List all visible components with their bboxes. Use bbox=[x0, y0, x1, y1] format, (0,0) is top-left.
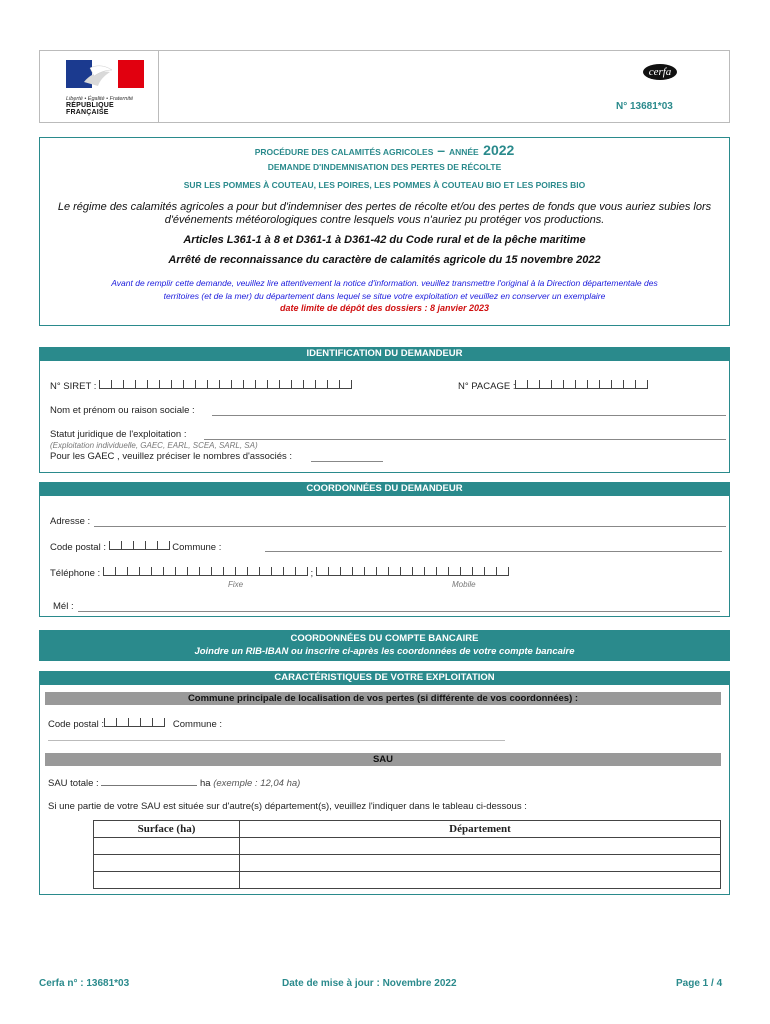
footer-page: Page 1 / 4 bbox=[676, 978, 723, 989]
bank-subheading: Joindre un RIB-IBAN ou inscrire ci-après les coordonnées de votre compte bancaire bbox=[194, 646, 575, 657]
mobile-label: Mobile bbox=[452, 580, 476, 589]
subtitle-products-c: , LES POMMES À COUTEAU BIO ET LES POIRES BIO bbox=[369, 180, 586, 190]
intro-line-1: Le régime des calamités agricoles a pour but d'indemniser des pertes de récolte et/ou des pertes de fonds que vous auriez subies lors bbox=[57, 201, 712, 213]
siret-cells[interactable] bbox=[99, 380, 352, 392]
sau-unit: ha bbox=[199, 778, 211, 789]
fixe-label: Fixe bbox=[228, 580, 244, 589]
departement-cell[interactable] bbox=[240, 838, 721, 855]
form-title bbox=[39, 142, 730, 160]
footer-update-date: Date de mise à jour : Novembre 2022 bbox=[282, 978, 457, 989]
commune-input[interactable] bbox=[265, 551, 722, 552]
articles-line: Articles L361-1 à 8 et D361-1 à D361-42 du Code rural et de la pêche maritime bbox=[183, 234, 586, 246]
surface-cell[interactable] bbox=[94, 855, 240, 872]
siret-label: N° SIRET : bbox=[50, 381, 97, 392]
departement-cell[interactable] bbox=[240, 855, 721, 872]
subtitle-products-a: SUR LES POMMES À COUTEAU bbox=[183, 180, 314, 190]
arrete-line: Arrêté de reconnaissance du caractère de calamités agricole du 15 novembre 2022 bbox=[168, 254, 601, 266]
coordonnees-heading: COORDONNÉES DU DEMANDEUR bbox=[39, 482, 730, 496]
table-row bbox=[94, 855, 721, 872]
code-postal-cells[interactable] bbox=[109, 541, 170, 553]
notice-line-1: Avant de remplir cette demande, veuillez lire attentivement la notice d'information. veuillez transmettre l'original à la Direction départementale des bbox=[111, 278, 658, 288]
statut-input[interactable] bbox=[204, 439, 726, 440]
phone-mobile-cells[interactable] bbox=[316, 567, 509, 579]
sau-total-input[interactable] bbox=[101, 785, 197, 786]
table-row bbox=[94, 838, 721, 855]
republic-label: RÉPUBLIQUE FRANÇAISE bbox=[66, 102, 114, 116]
title-prefix: PROCÉDURE DES CALAMITÉS AGRICOLES bbox=[254, 147, 434, 157]
sau-total-label: SAU totale : bbox=[48, 778, 99, 789]
code-postal-field[interactable] bbox=[50, 541, 221, 553]
code-postal-label: Code postal : bbox=[50, 542, 106, 553]
surface-column-header: Surface (ha) bbox=[94, 821, 240, 838]
bank-heading-bar bbox=[39, 630, 730, 661]
title-year: 2022 bbox=[483, 142, 515, 158]
name-input[interactable] bbox=[212, 415, 726, 416]
commune-label: Commune : bbox=[172, 542, 222, 553]
mel-input[interactable] bbox=[78, 611, 720, 612]
phone-separator: ; bbox=[310, 568, 314, 579]
phone-fixe-cells[interactable] bbox=[103, 567, 308, 579]
surface-cell[interactable] bbox=[94, 838, 240, 855]
departement-column-header: Département bbox=[240, 821, 721, 838]
cerfa-logo-text: cerfa bbox=[648, 66, 672, 78]
surface-table bbox=[93, 820, 721, 889]
pacage-label: N° PACAGE : bbox=[458, 381, 516, 392]
bank-heading: COORDONNÉES DU COMPTE BANCAIRE bbox=[290, 633, 479, 644]
commune-pertes-heading: Commune principale de localisation de vos pertes (si différente de vos coordonnées) : bbox=[45, 692, 721, 705]
marianne-icon bbox=[60, 60, 150, 90]
deadline: date limite de dépôt des dossiers : 8 janvier 2023 bbox=[279, 303, 490, 313]
siret-field[interactable] bbox=[50, 380, 352, 392]
adresse-label: Adresse : bbox=[50, 516, 91, 527]
gaec-label: Pour les GAEC , veuillez préciser le nombres d'associés : bbox=[50, 451, 293, 462]
sau-heading: SAU bbox=[45, 753, 721, 766]
sau-total-field[interactable] bbox=[48, 778, 300, 789]
intro-line-2: d'événements météorologiques contre lesquels vous n'auriez pu protéger vos productions. bbox=[164, 214, 605, 226]
marianne-logo bbox=[60, 60, 150, 116]
pertes-commune-input[interactable] bbox=[48, 740, 505, 741]
pacage-cells[interactable] bbox=[515, 380, 648, 392]
cerfa-logo bbox=[643, 64, 677, 80]
table-row bbox=[94, 872, 721, 889]
pertes-code-postal-label: Code postal : bbox=[48, 719, 104, 730]
statut-hint: (Exploitation individuelle, GAEC, EARL, SCEA, SARL, SA) bbox=[50, 441, 258, 450]
footer-cerfa-ref: Cerfa n° : 13681*03 bbox=[39, 978, 130, 989]
table-header-row bbox=[94, 821, 721, 838]
name-label: Nom et prénom ou raison sociale : bbox=[50, 405, 195, 416]
pertes-code-postal-cells[interactable] bbox=[104, 718, 165, 730]
exploitation-heading: CARACTÉRISTIQUES DE VOTRE EXPLOITATION bbox=[39, 671, 730, 685]
identification-heading: IDENTIFICATION DU DEMANDEUR bbox=[39, 347, 730, 361]
subtitle-products bbox=[39, 180, 730, 190]
telephone-field[interactable] bbox=[50, 567, 509, 579]
subtitle-products-b: , LES POIRES bbox=[313, 180, 370, 190]
mel-label: Mél : bbox=[53, 601, 74, 612]
form-number: N° 13681*03 bbox=[616, 101, 673, 112]
marianne-tagline: Liberté • Égalité • Fraternité bbox=[66, 96, 134, 102]
subtitle-demande bbox=[39, 162, 730, 172]
telephone-label: Téléphone : bbox=[50, 568, 101, 579]
departement-cell[interactable] bbox=[240, 872, 721, 889]
title-dash: – bbox=[433, 142, 449, 158]
surface-cell[interactable] bbox=[94, 872, 240, 889]
adresse-input[interactable] bbox=[94, 526, 726, 527]
pertes-code-postal-field[interactable] bbox=[48, 718, 222, 730]
gaec-input[interactable] bbox=[311, 461, 383, 462]
notice-line-2: territoires (et de la mer) du département dans lequel se situe votre exploitation et veuillez en conserver un exemplaire bbox=[163, 291, 606, 301]
sau-example: (exemple : 12,04 ha) bbox=[213, 778, 301, 789]
sau-other-dept-text: Si une partie de votre SAU est située sur d'autre(s) département(s), veuillez l'indiquer dans le tableau ci-dessous : bbox=[48, 801, 527, 812]
pacage-field[interactable] bbox=[458, 380, 648, 392]
title-annee: ANNÉE bbox=[448, 147, 479, 157]
subtitle-demande-b: 'INDEMNISATION DES PERTES DE RÉCOLTE bbox=[319, 162, 502, 172]
statut-label: Statut juridique de l'exploitation : bbox=[50, 429, 187, 440]
pertes-commune-label: Commune : bbox=[172, 719, 223, 730]
subtitle-demande-a: DEMANDE D bbox=[267, 162, 320, 172]
